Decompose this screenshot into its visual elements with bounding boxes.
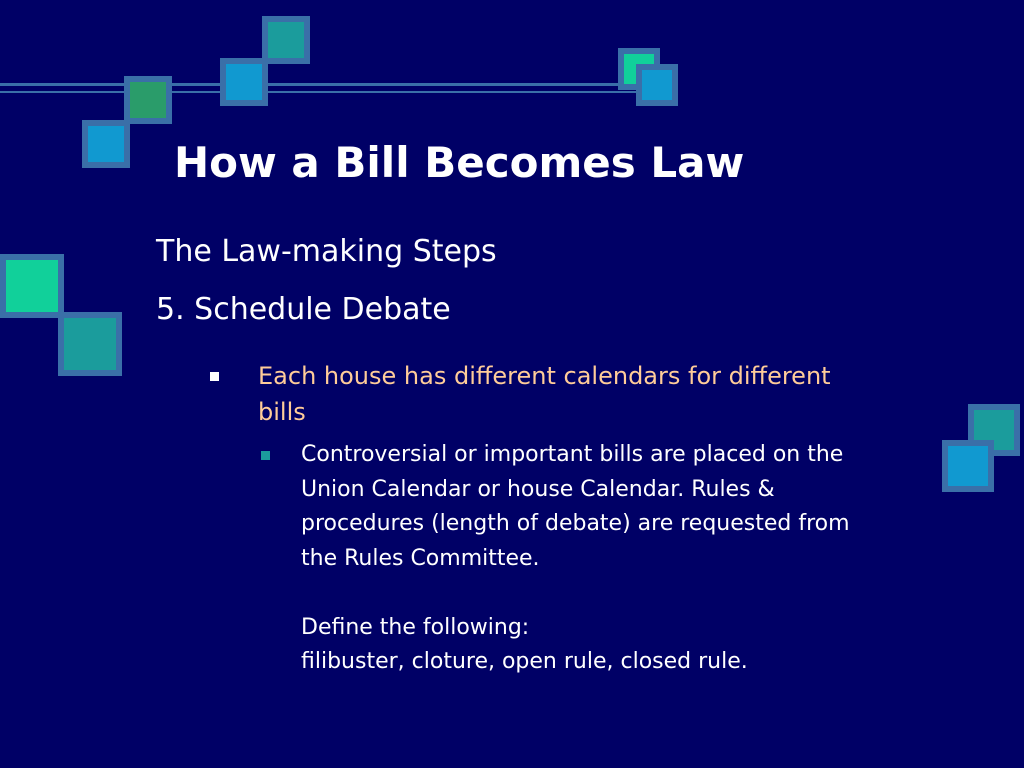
- decorative-square: [0, 254, 64, 318]
- bullet-item-level3: [156, 438, 941, 680]
- bullet-text-line: Define the following:: [301, 614, 530, 640]
- bullet-text-line: the Rules Committee.: [301, 545, 540, 571]
- decorative-square: [82, 120, 130, 168]
- bullet-item-level2: [156, 358, 956, 430]
- bullet-text-line: procedures (length of debate) are requested from: [301, 511, 850, 536]
- decorative-rule: [0, 83, 660, 86]
- slide-body: [156, 232, 956, 680]
- bullet-text-line: bills: [258, 398, 306, 426]
- bullet-text-line: Union Calendar or house Calendar. Rules &: [301, 476, 775, 502]
- heading-line: 5. Schedule Debate: [156, 292, 451, 327]
- decorative-rule: [0, 91, 660, 93]
- bullet-text-line: Each house has different calendars for different: [258, 362, 831, 390]
- square-bullet-icon: [261, 451, 270, 460]
- slide-title: How a Bill Becomes Law: [174, 138, 745, 187]
- decorative-square: [636, 64, 678, 106]
- decorative-square: [124, 76, 172, 124]
- bullet-text-line: filibuster, cloture, open rule, closed rule.: [301, 649, 748, 674]
- blank-line: [301, 576, 941, 611]
- bullet-text-line: Controversial or important bills are placed on the: [301, 442, 844, 467]
- decorative-square: [58, 312, 122, 376]
- decorative-square: [262, 16, 310, 64]
- decorative-square: [220, 58, 268, 106]
- heading-line: The Law-making Steps: [156, 234, 497, 269]
- square-bullet-icon: [210, 372, 219, 381]
